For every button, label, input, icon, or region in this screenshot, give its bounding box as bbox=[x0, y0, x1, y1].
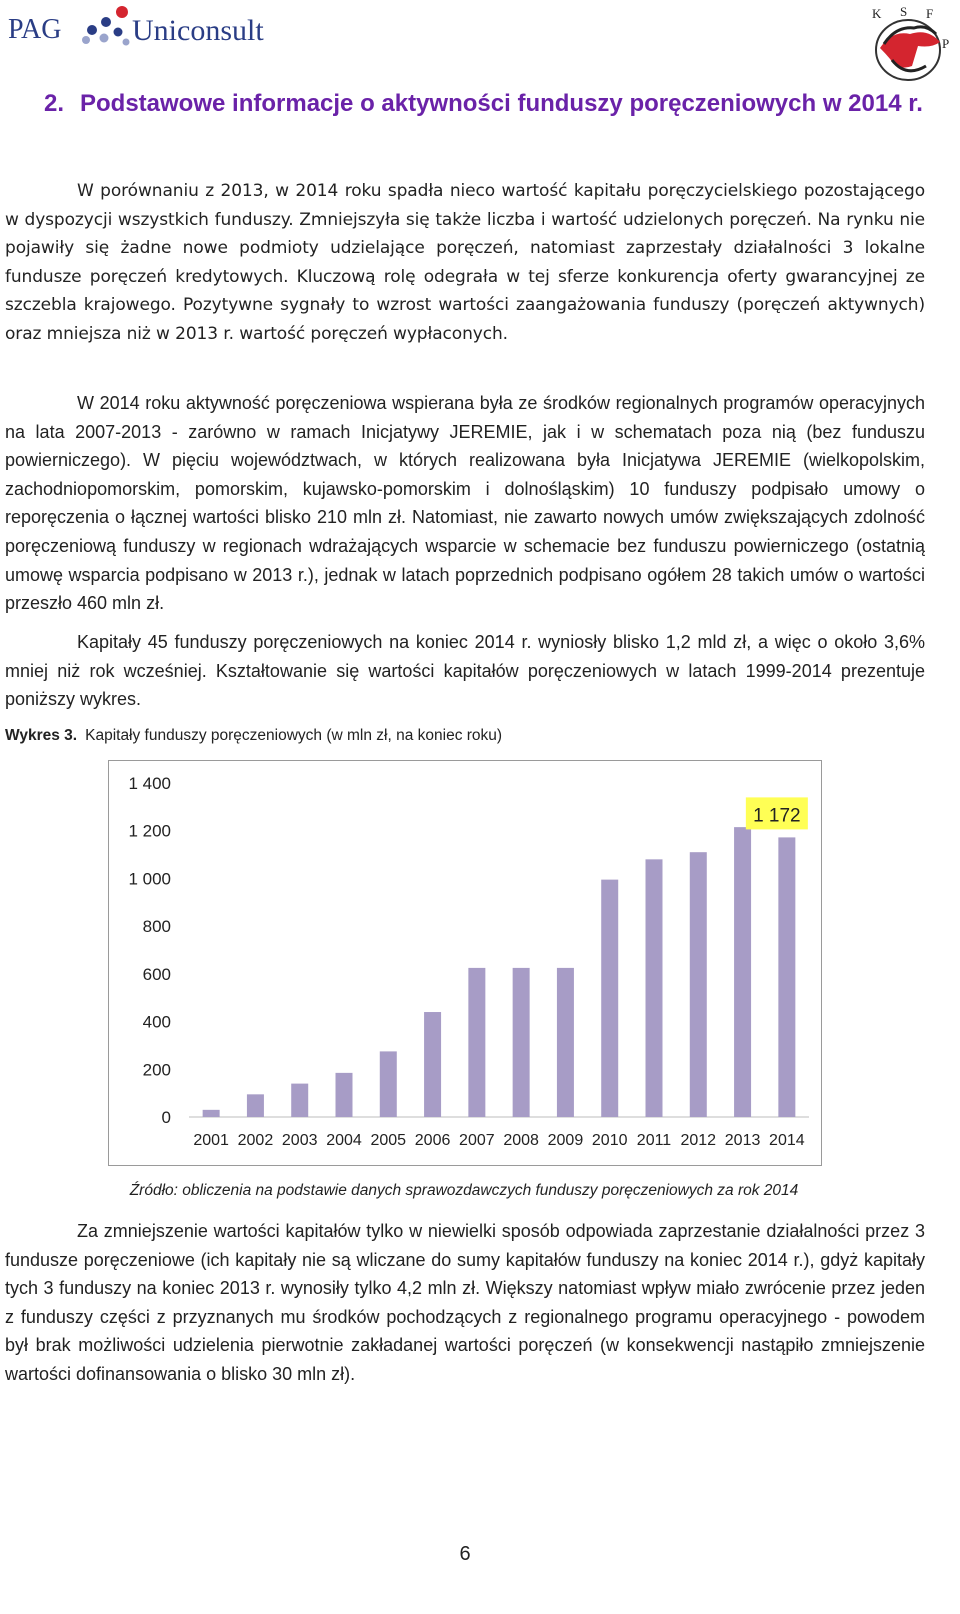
svg-text:F: F bbox=[926, 6, 934, 21]
y-tick-label: 400 bbox=[142, 1012, 171, 1032]
y-tick-label: 600 bbox=[142, 964, 171, 984]
logo-dots-icon bbox=[78, 4, 134, 48]
svg-text:P: P bbox=[942, 36, 950, 51]
x-tick-label: 2012 bbox=[680, 1132, 717, 1149]
ksfp-logo bbox=[862, 4, 952, 86]
y-tick-label: 0 bbox=[161, 1108, 171, 1127]
bar-2010 bbox=[601, 880, 618, 1117]
chart-caption bbox=[5, 727, 502, 745]
bar-2001 bbox=[203, 1110, 220, 1117]
x-tick-label: 2002 bbox=[237, 1132, 274, 1149]
chart-caption-text: Kapitały funduszy poręczeniowych (w mln zł, na koniec roku) bbox=[85, 727, 503, 744]
x-tick-label: 2008 bbox=[503, 1132, 539, 1149]
bar-2003 bbox=[291, 1084, 308, 1117]
bar-2009 bbox=[557, 968, 574, 1117]
pag-uniconsult-logo bbox=[8, 0, 308, 60]
y-tick-label: 1 400 bbox=[128, 774, 171, 793]
y-tick-label: 1 000 bbox=[128, 869, 171, 889]
bar-2006 bbox=[424, 1012, 441, 1117]
y-tick-label: 1 200 bbox=[128, 821, 171, 841]
chart-source: Źródło: obliczenia na podstawie danych sprawozdawczych funduszy poręczeniowych za rok 2014 bbox=[129, 1182, 799, 1199]
callout-label: 1 172 bbox=[753, 805, 801, 827]
bar-2013 bbox=[734, 827, 751, 1117]
chart-svg bbox=[109, 761, 821, 1165]
paragraph-1: W porównaniu z 2013, w 2014 roku spadła nieco wartość kapitału poręczycielskiego pozostającego w dyspozycji wszystkich funduszy. Zmniejszyła się także liczba i wartość udzielonych poręczeń. Na rynku nie pojawiły się żadne nowe podmioty udzielające poręczeń, natomiast zaprzestały działalności 3 lokalne fundusze poręczeń kredytowych. Kluczową rolę odegrała w tej sferze konkurencja oferty gwarancyjnej ze szczebla krajowego. Pozytywne sygnały to wzrost wartości zaangażowania funduszy (poręczeń aktywnych) oraz mniejsza niż w 2013 r. wartość poręczeń wypłaconych. bbox=[5, 181, 925, 344]
bar-2004 bbox=[336, 1073, 353, 1117]
x-tick-label: 2011 bbox=[636, 1132, 672, 1149]
page-number: 6 bbox=[459, 1543, 471, 1565]
x-tick-label: 2009 bbox=[547, 1132, 584, 1149]
x-tick-label: 2005 bbox=[370, 1132, 407, 1149]
svg-text:K: K bbox=[872, 6, 882, 21]
bar-2014 bbox=[778, 837, 795, 1117]
x-tick-label: 2004 bbox=[326, 1132, 362, 1149]
x-tick-label: 2007 bbox=[459, 1132, 495, 1149]
section-heading bbox=[44, 86, 924, 121]
logo-pag-text: PAG bbox=[8, 14, 62, 45]
x-tick-label: 2001 bbox=[193, 1132, 229, 1149]
x-tick-label: 2014 bbox=[769, 1132, 805, 1149]
logo-uniconsult-text: Uniconsult bbox=[132, 14, 264, 47]
x-tick-label: 2003 bbox=[281, 1132, 318, 1149]
page-header bbox=[0, 0, 960, 80]
paragraph-2: W 2014 roku aktywność poręczeniowa wspierana była ze środków regionalnych programów operacyjnych na lata 2007-2013 - zarówno w ramach Inicjatywy JEREMIE, jak i w schematach poza nią (bez funduszu powierniczego). W pięciu województwach, w których realizowana była Inicjatywa JEREMIE (wielkopolskim, zachodniopomorskim, pomorskim, kujawsko-pomorskim i dolnośląskim) 10 funduszy podpisało umowy o reporęczenia o łącznej wartości blisko 210 mln zł. Natomiast, nie zawarto nowych umów zwiększających zdolność poręczeniową funduszy w regionach wdrażających wsparcie w schemacie bez funduszu powierniczego (ostatnią umowę wsparcia podpisano w 2013 r.), jednak w latach poprzednich podpisano ogółem 28 takich umów o wartości przeszło 460 mln zł. bbox=[5, 393, 925, 614]
x-tick-label: 2010 bbox=[591, 1132, 628, 1149]
bar-2008 bbox=[513, 968, 530, 1117]
bar-2011 bbox=[646, 859, 663, 1117]
y-tick-label: 800 bbox=[142, 917, 171, 937]
capital-bar-chart bbox=[108, 760, 822, 1166]
x-tick-label: 2013 bbox=[724, 1132, 761, 1149]
bar-2012 bbox=[690, 852, 707, 1117]
x-tick-label: 2006 bbox=[414, 1132, 451, 1149]
svg-text:S: S bbox=[900, 4, 908, 19]
value-callout bbox=[746, 797, 808, 829]
section-title: Podstawowe informacje o aktywności funduszy poręczeniowych w 2014 r. bbox=[80, 90, 923, 117]
bar-2002 bbox=[247, 1094, 264, 1117]
section-number: 2. bbox=[44, 90, 65, 117]
chart-caption-label: Wykres 3. bbox=[5, 727, 78, 744]
bar-2005 bbox=[380, 1051, 397, 1117]
y-tick-label: 200 bbox=[142, 1060, 171, 1080]
paragraph-3: Kapitały 45 funduszy poręczeniowych na koniec 2014 r. wyniosły blisko 1,2 mld zł, a więc o około 3,6% mniej niż rok wcześniej. Kształtowanie się wartości kapitałów poręczeniowych w latach 1999-2014 prezentuje poniższy wykres. bbox=[5, 632, 925, 710]
paragraph-4: Za zmniejszenie wartości kapitałów tylko w niewielki sposób odpowiada zaprzestanie działalności przez 3 fundusze poręczeniowe (ich kapitały nie są wliczane do sumy kapitałów funduszy na koniec 2014 r.), gdyż kapitały tych 3 funduszy na koniec 2013 r. wynosiły tylko 4,2 mln zł. Większy natomiast wpływ miało zwrócenie przez jeden z funduszy części z przyznanych mu środków pochodzących z regionalnego programu operacyjnego - powodem był brak możliwości udzielenia pierwotnie zakładanej wartości poręczeń (w konsekwencji nastąpiło zmniejszenie wartości dofinansowania o blisko 30 mln zł). bbox=[5, 1221, 925, 1384]
ksfp-eagle-icon bbox=[862, 4, 952, 86]
bar-2007 bbox=[468, 968, 485, 1117]
